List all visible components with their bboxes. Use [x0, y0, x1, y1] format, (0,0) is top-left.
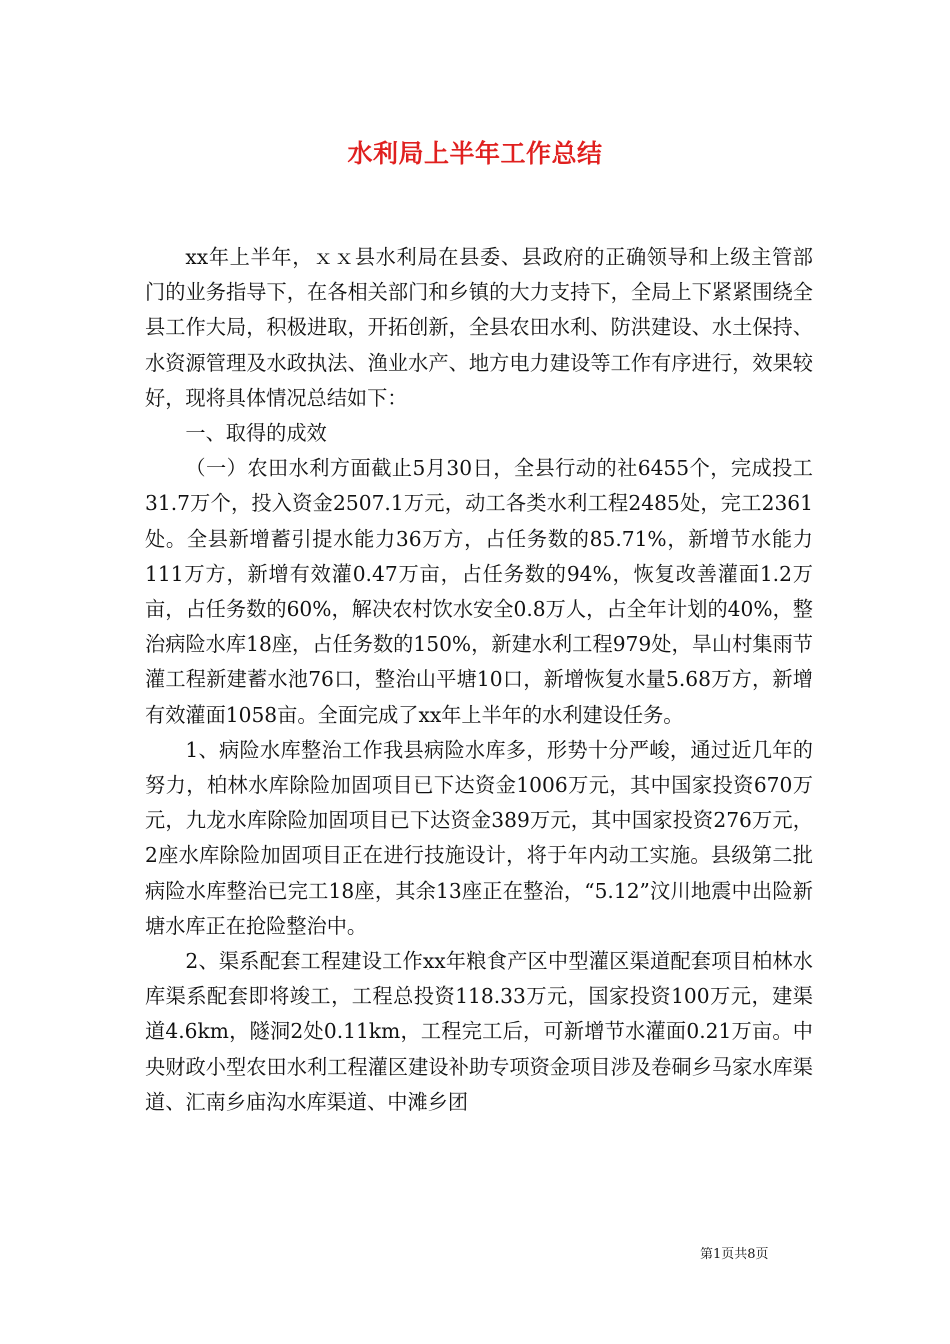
page-number: 第1页共8页	[700, 1247, 769, 1262]
canal-paragraph: 2、渠系配套工程建设工作xx年粮食产区中型灌区渠道配套项目柏林水库渠系配套即将竣工，工程总投资118.33万元，国家投资100万元，建渠道4.6km，隧洞2处0.11km，工程完工后，可新增节水灌面0.21万亩。中央财政小型农田水利工程灌区建设补助专项资金项目涉及卷硐乡马家水库渠道、汇南乡庙沟水库渠道、中滩乡团	[145, 949, 813, 1114]
reservoir-paragraph: 1、病险水库整治工作我县病险水库多，形势十分严峻，通过近几年的努力，柏林水库除险加固项目已下达资金1006万元，其中国家投资670万元，九龙水库除险加固项目已下达资金389万元，其中国家投资276万元，2座水库除险加固项目正在进行技施设计，将于年内动工实施。县级第二批病险水库整治已完工18座，其余13座正在整治，“5.12”汶川地震中出险新塘水库正在抢险整治中。	[145, 737, 813, 938]
intro-paragraph: xx年上半年，ｘｘ县水利局在县委、县政府的正确领导和上级主管部门的业务指导下，在各相关部门和乡镇的大力支持下，全局上下紧紧围绕全县工作大局，积极进取，开拓创新，全县农田水利、防洪建设、水土保持、水资源管理及水政执法、渔业水产、地方电力建设等工作有序进行，效果较好，现将具体情况总结如下：	[145, 245, 813, 410]
farmland-water-paragraph: （一）农田水利方面截止5月30日，全县行动的社6455个，完成投工31.7万个，投入资金2507.1万元，动工各类水利工程2485处，完工2361处。全县新增蓄引提水能力36万方，占任务数的85.71%，新增节水能力111万方，新增有效灌0.47万亩，占任务数的94%，恢复改善灌面1.2万亩，占任务数的60%，解决农村饮水安全0.8万人，占全年计划的40%，整治病险水库18座，占任务数的150%，新建水利工程979处，旱山村集雨节灌工程新建蓄水池76口，整治山平塘10口，新增恢复水量5.68万方，新增有效灌面1058亩。全面完成了xx年上半年的水利建设任务。	[145, 456, 813, 727]
section-heading: 一、取得的成效	[185, 421, 327, 446]
document-title: 水利局上半年工作总结	[347, 139, 603, 168]
document-body	[145, 240, 813, 1120]
